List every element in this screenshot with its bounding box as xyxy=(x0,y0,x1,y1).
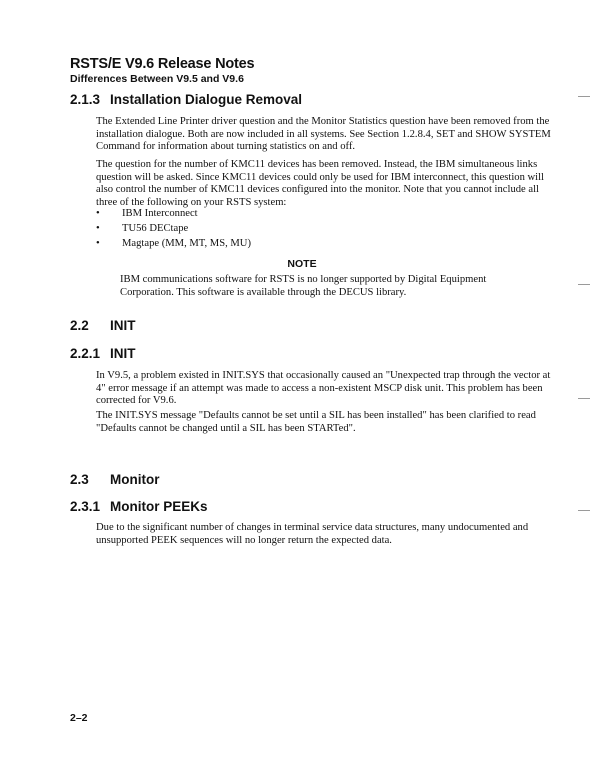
section-number: 2.3.1 xyxy=(70,499,101,514)
paragraph-init-1: In V9.5, a problem existed in INIT.SYS that occasionally caused an "Unexpected trap through the vector at 4" error message if an attempt was made to access a non-existent MSCP disk unit. This problem has been corrected for V9.6. xyxy=(96,370,551,407)
margin-mark xyxy=(578,284,590,285)
list-item: • IBM Interconnect xyxy=(96,208,198,219)
paragraph-monitor-peeks: Due to the significant number of changes in terminal service data structures, many undocumented and unsupported PEEK sequences will no longer return the expected data. xyxy=(96,522,529,546)
section-title: Installation Dialogue Removal xyxy=(110,92,303,107)
section-title: INIT xyxy=(110,318,136,333)
note-heading: NOTE xyxy=(287,258,317,270)
section-heading-2-3 xyxy=(70,472,160,487)
section-heading-2-3-1 xyxy=(70,499,208,514)
document-subtitle: Differences Between V9.5 and V9.6 xyxy=(70,73,244,85)
bullet-list xyxy=(96,206,496,251)
paragraph-installation-1: The Extended Line Printer driver question and the Monitor Statistics question have been removed from the installation dialogue. Both are now included in all systems. See Section 1.2.8.4, SET and SHOW SYSTEM Command for information about turning statistics on and off. xyxy=(96,116,551,153)
margin-mark xyxy=(578,96,590,97)
section-number: 2.2 xyxy=(70,318,89,333)
margin-mark xyxy=(578,398,590,399)
section-heading-2-2 xyxy=(70,318,136,333)
document-title: RSTS/E V9.6 Release Notes xyxy=(70,56,255,72)
page-number: 2–2 xyxy=(70,712,88,724)
bullet-icon: • xyxy=(96,208,100,219)
list-item: • TU56 DECtape xyxy=(96,223,189,234)
section-heading-2-1-3 xyxy=(70,92,302,107)
bullet-icon: • xyxy=(96,223,100,234)
list-item: • Magtape (MM, MT, MS, MU) xyxy=(96,238,251,249)
bullet-icon: • xyxy=(96,238,100,249)
section-number: 2.3 xyxy=(70,472,89,487)
section-number: 2.1.3 xyxy=(70,92,101,107)
paragraph-init-2: The INIT.SYS message "Defaults cannot be set until a SIL has been installed" has been clarified to read "Defaults cannot be changed until a SIL has been STARTed". xyxy=(96,410,536,434)
section-title: Monitor xyxy=(110,472,160,487)
section-title: Monitor PEEKs xyxy=(110,499,208,514)
note-text: IBM communications software for RSTS is no longer supported by Digital Equipment Corporation. This software is available through the DECUS library. xyxy=(120,274,487,298)
section-title: INIT xyxy=(110,346,136,361)
section-number: 2.2.1 xyxy=(70,346,101,361)
paragraph-installation-2: The question for the number of KMC11 devices has been removed. Instead, the IBM simultaneous links question will be asked. Since KMC11 devices could only be used for IBM interconnect, this question will also control the number of KMC11 devices configured into the monitor. Note that you cannot include all three of the following on your RSTS system: xyxy=(96,159,544,208)
margin-mark xyxy=(578,510,590,511)
section-heading-2-2-1 xyxy=(70,346,136,361)
